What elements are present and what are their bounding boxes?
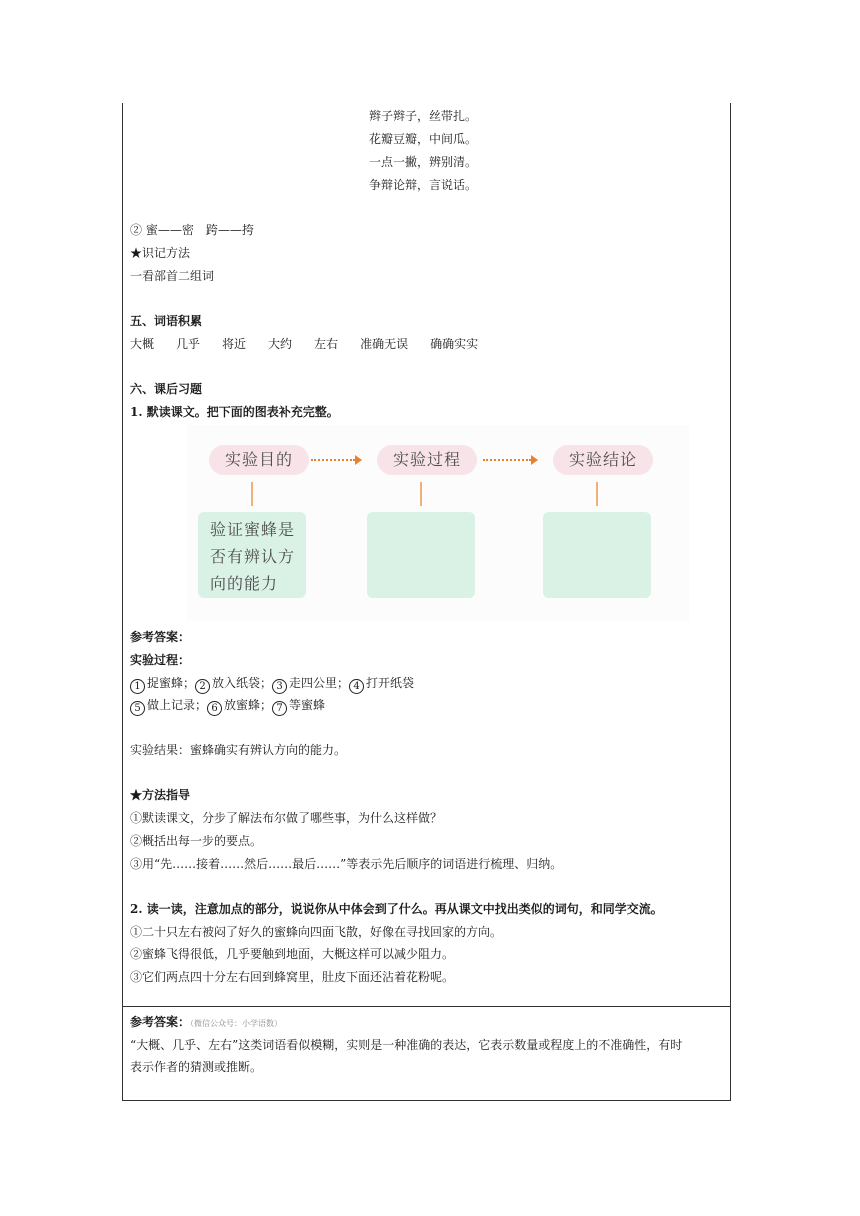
char-pairs: 蜜——密 跨——挎 [145, 223, 254, 237]
word-item: 确确实实 [430, 337, 479, 351]
word-list [130, 336, 500, 352]
purpose-line-3: 向的能力 [210, 574, 279, 593]
steps-row-1 [130, 675, 414, 694]
step-text: 放蜜蜂； [224, 698, 273, 712]
method-guide-title: ★方法指导 [130, 788, 191, 802]
arrow-head-1 [355, 455, 362, 465]
answer-2-title: 参考答案： [130, 1015, 191, 1029]
process-title: 实验过程： [130, 653, 191, 667]
step-number: 3 [272, 679, 287, 694]
purpose-box [198, 512, 306, 598]
step-text: 打开纸袋 [366, 676, 415, 690]
flow-diagram [187, 425, 689, 621]
poem-line-3: 一点一撇，辨别清。 [369, 155, 478, 169]
step-text: 做上记录； [147, 698, 208, 712]
char-pairs-line [130, 222, 254, 238]
arrow-line-1 [311, 459, 355, 463]
connector-2 [420, 482, 422, 506]
step-text: 捉蜜蜂； [147, 676, 196, 690]
poem-line-2: 花瓣豆瓣，中间瓜。 [369, 132, 478, 146]
answer-2-line-1: “大概、几乎、左右”这类词语看似模糊，实则是一种准确的表达，它表示数量或程度上的不准确性，有时 [130, 1038, 683, 1052]
step-number: 4 [349, 679, 364, 694]
conclusion-answer-box [543, 512, 651, 598]
method-guide-item-3: ③用“先……接着……然后……最后……”等表示先后顺序的词语进行梳理、归纳。 [130, 857, 563, 871]
question-2: 2. 读一读，注意加点的部分，说说你从中体会到了什么。再从课文中找出类似的词句，和同学交流。 [130, 902, 663, 916]
table-border-bottom [122, 1100, 731, 1101]
purpose-text [210, 516, 302, 597]
connector-3 [596, 482, 598, 506]
purpose-line-2: 否有辨认方 [210, 547, 296, 566]
step-text: 等蜜蜂 [289, 698, 326, 712]
answer-2-line-2: 表示作者的猜测或推断。 [130, 1060, 263, 1074]
word-item: 将近 [222, 337, 247, 351]
word-item: 准确无误 [360, 337, 409, 351]
method-text: 一看部首二组词 [130, 269, 215, 283]
pill-purpose: 实验目的 [209, 445, 309, 475]
steps-row-2 [130, 697, 325, 716]
table-border-left [122, 103, 123, 1101]
section-exercises-title: 六、课后习题 [130, 382, 203, 396]
table-row-divider [122, 1006, 731, 1007]
connector-1 [251, 482, 253, 506]
step-number: 1 [130, 679, 145, 694]
question-1: 1. 默读课文。把下面的图表补充完整。 [130, 405, 339, 419]
section-words-title: 五、词语积累 [130, 314, 203, 328]
pill-conclusion: 实验结论 [553, 445, 653, 475]
word-item: 大概 [130, 337, 155, 351]
method-title: ★识记方法 [130, 246, 191, 260]
step-number: 7 [272, 701, 287, 716]
purpose-line-1: 验证蜜蜂是 [210, 520, 296, 539]
pair-number: ② [130, 223, 143, 237]
arrow-line-2 [483, 459, 531, 463]
step-number: 2 [195, 679, 210, 694]
method-guide-item-1: ①默读课文，分步了解法布尔做了哪些事，为什么这样做？ [130, 811, 443, 825]
question-2-item-3: ③它们两点四十分左右回到蜂窝里，肚皮下面还沾着花粉呢。 [130, 970, 455, 984]
pill-process: 实验过程 [377, 445, 477, 475]
question-2-item-1: ①二十只左右被闷了好久的蜜蜂向四面飞散，好像在寻找回家的方向。 [130, 925, 503, 939]
table-border-right [730, 103, 731, 1101]
answer-2-note: （微信公众号：小学语数） [190, 1019, 283, 1028]
experiment-result: 实验结果：蜜蜂确实有辨认方向的能力。 [130, 743, 347, 757]
method-guide-item-2: ②概括出每一步的要点。 [130, 834, 263, 848]
question-2-item-2: ②蜜蜂飞得很低，几乎要触到地面，大概这样可以减少阻力。 [130, 947, 455, 961]
process-answer-box [367, 512, 475, 598]
word-item: 几乎 [176, 337, 201, 351]
poem-line-4: 争辩论辩，言说话。 [369, 178, 478, 192]
word-item: 左右 [314, 337, 339, 351]
word-item: 大约 [268, 337, 293, 351]
step-number: 6 [207, 701, 222, 716]
step-text: 走四公里； [289, 676, 350, 690]
answer-2-header [130, 1014, 282, 1032]
step-text: 放入纸袋； [212, 676, 273, 690]
answer-1-title: 参考答案： [130, 630, 191, 644]
step-number: 5 [130, 701, 145, 716]
poem-line-1: 辫子辫子，丝带扎。 [369, 109, 478, 123]
arrow-head-2 [531, 455, 538, 465]
